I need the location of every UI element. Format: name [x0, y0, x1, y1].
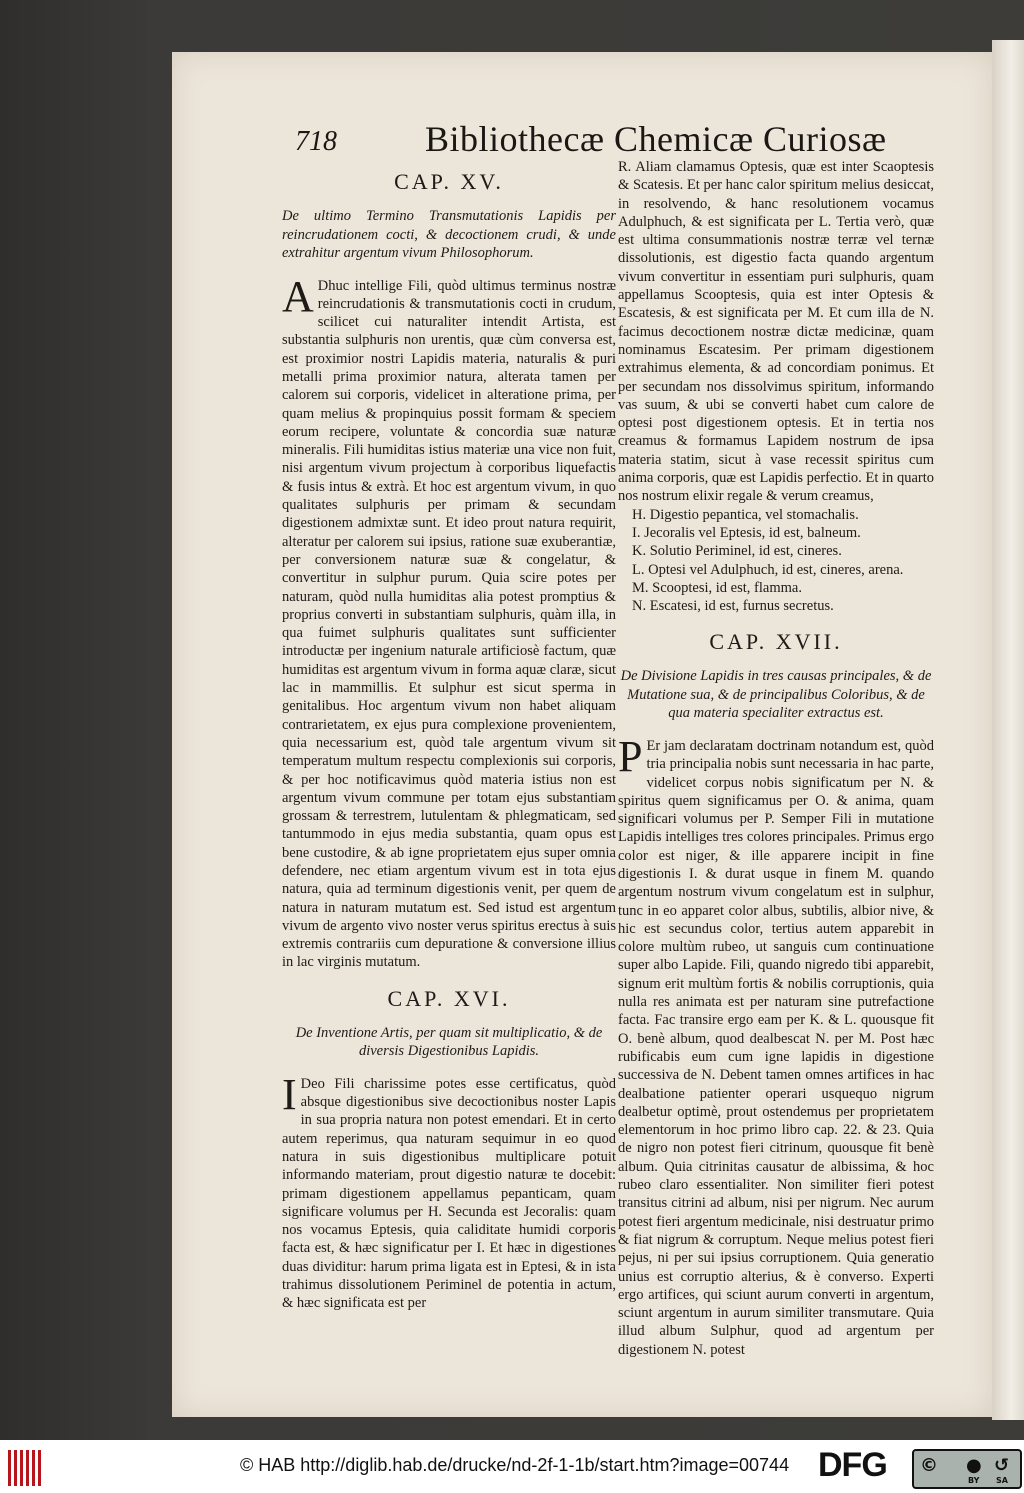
- page-header: [295, 108, 945, 158]
- paragraph-text: Dhuc intellige Fili, quòd ultimus terminus nostræ reincrudationis & transmutationis cocti in crudum, scilicet cui naturaliter intendit Artista, est substantia sulphuris non urentis, quæ cùm conversa est, est proximior nostri Lapidis materia, naturalis & puri metalli prima proximior natura, alterata tamen per calorem sui corporis, videlicet in alteratione prima, per quam melius & propinquius possit formam & speciem eorum recipere, voluntate & concordia suæ naturæ mineralis. Fili humiditas istius materiæ una vice non fuit, nisi argentum vivum projectum à corporibus liquefactis & fusis intus & extrà. Et hoc est argentum vivum, in quo qualitates sulphuris per primam & secundam digestionem admixtæ sunt. Et ideo prout natura requirit, alteratur per calorem sui ipsius, ratione suæ exuberantiæ, per conversionem naturæ suæ & congelatur, & convertitur in sulphur purum. Quia scire potes per naturam, quòd nulla humiditas alia potest promptius & proprius converti in substantiam sulphuris, quàm illa, in qua fuimet sulphuris qualitates sunt sufficienter introductæ per ingenium naturale artificiosè factum, quæ humiditas est argentum vivum in forma aquæ claræ, sicut lac in mammillis. Et sulphur est sicut sperma in genitalibus. Hoc argentum vivum non habet aliquam contrarietatem, ex ejus pura complexione provenientem, quia necessarium est, quòd tale argentum vivum sit temperatum multum respectu complexionis sui corporis, & per hoc notificavimus quòd materia istius non est argentum vivum commune per totam ejus substantiam grossam & terrestrem, lutulentam & phlegmaticam, sed tantummodo in ejus media substantia, quam opus est bene custodire, & ab igne proprietatem ejus super omnia defendere, nec etiam argentum vivum est in tota ejus natura, quia ad terminum digestionis venit, per quem de natura in naturam mutatum est. Sed istud est argentum vivum de argento vivo noster verus spiritus erectus à suis extremis contrariis cum depuratione & conversione illius in lac virginis mutatum.: [282, 277, 616, 971]
- dropcap: I: [282, 1069, 297, 1119]
- list-item: M. Scooptesi, id est, flamma.: [632, 579, 802, 596]
- chapter-subtitle-xvi: De Inventione Artis, per quam sit multiplicatio, & de diversis Digestionibus Lapidis.: [295, 1024, 603, 1060]
- chapter-body-xv: [282, 271, 616, 972]
- list-item: H. Digestio pepantica, vel stomachalis.: [632, 506, 859, 523]
- right-column: [618, 158, 934, 1359]
- cc-by-label: BY: [968, 1476, 980, 1485]
- list-item: K. Solutio Periminel, id est, cineres.: [632, 543, 842, 560]
- dropcap: P: [618, 731, 643, 781]
- sa-icon: ↺: [994, 1455, 1010, 1476]
- viewer-footer: [0, 1440, 1024, 1493]
- left-column: [282, 163, 616, 1313]
- chapter-heading-xvi: CAP. XVI.: [387, 985, 511, 1011]
- list-item: L. Optesi vel Adulphuch, id est, cineres, arena.: [632, 561, 904, 578]
- creative-commons-badge[interactable]: [912, 1449, 1022, 1489]
- list-item: N. Escatesi, id est, furnus secretus.: [632, 598, 834, 615]
- list-item: I. Jecoralis vel Eptesis, id est, balneum.: [632, 524, 861, 541]
- chapter-body-xvii: [618, 731, 934, 1359]
- paragraph-text: Er jam declaratam doctrinam notandum est, quòd tria principalia nobis sunt necessaria in hac parte, videlicet corpus nobis significatum per N. & spiritus quem significamus per O. & anima, quam significari volumus per P. Semper Fili in mutatione Lapidis intelliges tres colores principales. Primus ergo color est niger, & ille apparere incipit in fine digestionis I. & durat usque in finem M. quando argentum nostrum vivum congelatum est in sulphur, tunc in eo apparet color albus, subtilis, albior nive, & hic est secundus color, tertius autem apparebit in colore multùm rubeo, ut sanguis cum continuatione super albo Lapide. Fili, quando nigredo tibi apparebit, signum erit multùm fortis & nobilis corruptionis, quia nulla res animata est per naturam sine putrefactione facta. Fac transire ergo eam per K. & L. quousque fit O. benè album, quod dealbescat N. per M. Post hæc rubificabis eum cum igne lapidis in digestione successiva de N. Debent tamen omnes artifices in hac dealbatione patienter operari usquequo nigrum dealbetur optimè, prout ostendemus per proprietatem elementorum in hoc primo libro cap. 22. & 23. Quia de nigro non potest fieri citrinum, quousque fit benè album. Quia citrinitas causatur de albissima, & hoc rubeo claro essentialiter. Non similiter fieri potest transitus citrini ad album, nisi per nigrum. Nec aurum potest fieri argentum medicinale, nisi destruatur primo & fiat nigrum & corruptum. Neque melius potest fieri pejus, ni per sui ipsius corruptionem. Quia generatio unius est corruptio alterius, & è converso. Experti ergo artifices, qui sciunt aurum converti in argentum, sciunt argentum in aurum similiter transmutare. Quia illud album Sulphur, quod ad argentum per digestionem N. potest: [618, 737, 934, 1358]
- next-page-edge: [992, 40, 1024, 1420]
- by-icon: ●: [966, 1455, 982, 1476]
- running-title: Bibliothecæ Chemicæ Curiosæ: [425, 119, 887, 159]
- cc-icon: ©: [920, 1455, 938, 1476]
- chapter-subtitle-xv: De ultimo Termino Transmutationis Lapidis per reincrudationem cocti, & decoctionem crudi, & unde extrahitur argentum vivum Philosophorum.: [282, 208, 616, 261]
- page-number: 718: [295, 126, 337, 157]
- dfg-logo: DFG: [818, 1446, 887, 1484]
- digestion-list: [618, 506, 934, 616]
- copyright-link[interactable]: © HAB http://diglib.hab.de/drucke/nd-2f-1-1b/start.htm?image=00744: [240, 1455, 790, 1475]
- continuation-text: R. Aliam clamamus Optesis, quæ est inter Scaoptesis & Scatesis. Et per hanc calor spiritum melius desiccat, in resolvendo, & hanc resolutionem vocamus Adulphuch, & est significata per L. Tertia verò, quæ est ultima consummationis nostræ terræ vel ternæ dissolutionis, est digestio facta quando argentum vivum convertitur in essentiam puri sulphuris, quam appellamus Scooptesis, quia est inter Optesis & Escatesis, & est significata per M. Et cum illa de N. facimus decoctionem nostræ dictæ medicinæ, quam nominamus Escatesim. Per primam digestionem extrahimus elementa, & ad concordiam ponimus. Et per secundam nos dissolvimus spiritum, informando vas suum, & ubi se converti habet cum calore de optesi post digestionem optesis. Et in tertia nos creamus & formamus Lapidem nostrum de ipsa materia statim, sicut à vase recessit spiritus cum anima corporis, quæ est Lapidis perfectio. Et in quarto nos nostrum elixir regale & verum creamus,: [618, 159, 934, 505]
- dropcap: A: [282, 271, 314, 321]
- cc-sa-label: SA: [996, 1476, 1008, 1485]
- hab-logo-icon: [8, 1450, 44, 1486]
- chapter-subtitle-xvii: De Divisione Lapidis in tres causas principales, & de Mutatione sua, & de principalibus Coloribus, & de qua materia specialiter extractus est.: [620, 668, 932, 722]
- paragraph-text: Deo Fili charissime potes esse certificatus, quòd absque digestionibus sive decoctionibus noster Lapis in sua propria natura non potest emendari. Et in certo autem reperimus, qua naturam sequimur in eo quod natura in suis digestionibus multiplicare potuit informando materiam, prout digestio naturæ te docebit: primam digestionem appellamus pepanticam, quam significare volumus per H. Secunda est Jecoralis: quam nos vocamus Eptesis, quia caliditate humidi corporis facta est, & hæc significatur per I. Et hæc in digestiones duas dividitur: harum prima ligata est in Eptesi, & in ista trahimus dissolutionem Periminel de potentia in actum, & hæc significata est per: [282, 1075, 616, 1312]
- chapter-heading-xv: CAP. XV.: [394, 169, 504, 194]
- chapter-body-xvi: [282, 1069, 616, 1313]
- chapter-heading-xvii: CAP. XVII.: [709, 629, 843, 655]
